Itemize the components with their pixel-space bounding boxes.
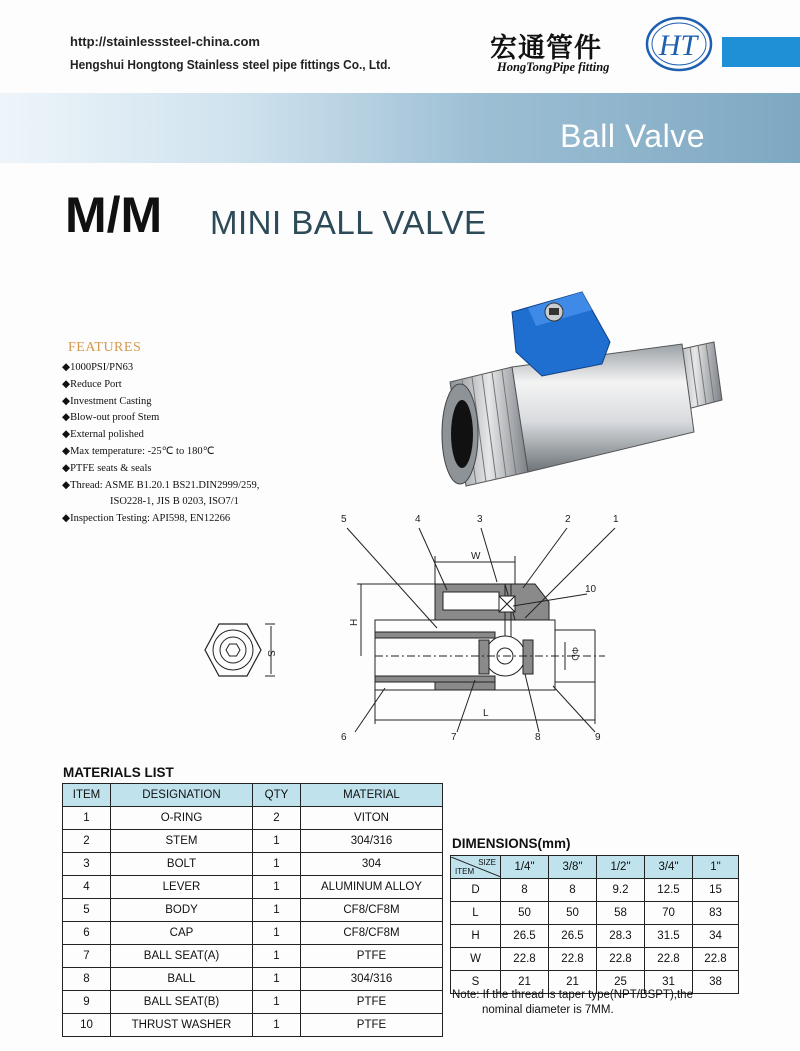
table-row: [63, 807, 443, 830]
materials-table: [62, 783, 443, 1037]
table-cell: 6: [63, 922, 111, 945]
table-cell: 38: [693, 971, 739, 994]
table-cell: 15: [693, 879, 739, 902]
table-row: [63, 830, 443, 853]
svg-text:3: 3: [477, 514, 483, 525]
table-cell: BALL: [111, 968, 253, 991]
svg-text:4: 4: [415, 514, 421, 525]
svg-text:5: 5: [341, 514, 347, 525]
feature-item: ◆Reduce Port: [62, 378, 122, 390]
svg-text:1: 1: [613, 514, 619, 525]
size-header: 1/2": [597, 856, 645, 879]
size-header: 3/4": [645, 856, 693, 879]
table-header-row: [451, 856, 739, 879]
table-cell: 3: [63, 853, 111, 876]
table-row: [63, 922, 443, 945]
dimensions-note: Note: If the thread is taper type(NPT/BSPT),the nominal diameter is 7MM.: [452, 989, 693, 1016]
table-cell: 12.5: [645, 879, 693, 902]
table-row: [451, 925, 739, 948]
table-cell: 304: [301, 853, 443, 876]
feature-item: ◆Blow-out proof Stem: [62, 412, 160, 424]
table-cell: BALL SEAT(B): [111, 991, 253, 1014]
table-row: [451, 902, 739, 925]
materials-list-title: MATERIALS LIST: [63, 765, 174, 780]
company-name: Hengshui Hongtong Stainless steel pipe fittings Co., Ltd.: [70, 58, 391, 72]
svg-text:H: H: [349, 618, 360, 626]
table-cell: 34: [693, 925, 739, 948]
table-cell: 8: [63, 968, 111, 991]
feature-item: ◆Thread: ASME B1.20.1 BS21.DIN2999/259,: [62, 479, 260, 491]
table-cell: STEM: [111, 830, 253, 853]
table-cell: 1: [253, 830, 301, 853]
svg-text:8: 8: [535, 732, 541, 743]
svg-text:S: S: [265, 650, 276, 657]
table-cell: 9.2: [597, 879, 645, 902]
table-row: [63, 1014, 443, 1037]
svg-text:6: 6: [341, 732, 347, 743]
feature-item-continued: ISO228-1, JIS B 0203, ISO7/1: [110, 496, 239, 508]
table-row: [63, 991, 443, 1014]
category-title: Ball Valve: [560, 118, 705, 154]
feature-item: ◆Inspection Testing: API598, EN12266: [62, 513, 231, 525]
table-cell: ALUMINUM ALLOY: [301, 876, 443, 899]
feature-item: ◆PTFE seats & seals: [62, 462, 152, 474]
table-cell: H: [451, 925, 501, 948]
table-cell: 10: [63, 1014, 111, 1037]
table-cell: CF8/CF8M: [301, 922, 443, 945]
table-cell: 1: [63, 807, 111, 830]
table-cell: PTFE: [301, 1014, 443, 1037]
size-header: 1": [693, 856, 739, 879]
table-cell: VITON: [301, 807, 443, 830]
table-cell: 1: [253, 968, 301, 991]
table-header-row: [63, 784, 443, 807]
table-cell: 50: [549, 902, 597, 925]
table-cell: 22.8: [597, 948, 645, 971]
table-cell: 2: [63, 830, 111, 853]
feature-item: ◆Investment Casting: [62, 395, 152, 407]
features-title: FEATURES: [68, 340, 142, 355]
table-row: [63, 945, 443, 968]
valve-photo: [432, 272, 732, 502]
table-cell: 83: [693, 902, 739, 925]
table-cell: BOLT: [111, 853, 253, 876]
table-cell: 28.3: [597, 925, 645, 948]
table-cell: 31: [645, 971, 693, 994]
table-cell: BALL SEAT(A): [111, 945, 253, 968]
table-cell: 22.8: [501, 948, 549, 971]
table-cell: PTFE: [301, 991, 443, 1014]
table-cell: 21: [501, 971, 549, 994]
table-cell: 1: [253, 991, 301, 1014]
corner-header: SIZE ITEM: [451, 856, 501, 879]
table-cell: D: [451, 879, 501, 902]
table-row: [63, 853, 443, 876]
table-cell: THRUST WASHER: [111, 1014, 253, 1037]
table-cell: S: [451, 971, 501, 994]
table-cell: 1: [253, 899, 301, 922]
svg-text:L: L: [483, 708, 489, 719]
svg-text:2: 2: [565, 514, 571, 525]
brand-chinese-name: 宏通管件: [490, 33, 602, 64]
website-url[interactable]: http://stainlesssteel-china.com: [70, 34, 260, 49]
svg-text:7: 7: [451, 732, 457, 743]
column-header: ITEM: [63, 784, 111, 807]
table-cell: 1: [253, 922, 301, 945]
svg-text:10: 10: [585, 584, 597, 595]
table-cell: 8: [549, 879, 597, 902]
features-list: [62, 360, 259, 528]
table-cell: 50: [501, 902, 549, 925]
product-name: MINI BALL VALVE: [210, 204, 487, 241]
technical-drawing: [175, 510, 655, 750]
header-accent-bar: [722, 37, 800, 67]
table-row: [451, 879, 739, 902]
table-cell: 26.5: [501, 925, 549, 948]
dimensions-table: [450, 855, 739, 994]
table-cell: BODY: [111, 899, 253, 922]
svg-text:W: W: [471, 551, 481, 562]
column-header: MATERIAL: [301, 784, 443, 807]
table-cell: 1: [253, 853, 301, 876]
table-cell: 304/316: [301, 968, 443, 991]
column-header: QTY: [253, 784, 301, 807]
column-header: DESIGNATION: [111, 784, 253, 807]
table-cell: 9: [63, 991, 111, 1014]
table-cell: LEVER: [111, 876, 253, 899]
table-cell: 58: [597, 902, 645, 925]
table-cell: 25: [597, 971, 645, 994]
table-cell: 70: [645, 902, 693, 925]
table-cell: 2: [253, 807, 301, 830]
size-header: 3/8": [549, 856, 597, 879]
table-cell: O-RING: [111, 807, 253, 830]
table-cell: 1: [253, 876, 301, 899]
product-model: M/M: [65, 187, 163, 243]
dimensions-title: DIMENSIONS(mm): [452, 836, 571, 851]
table-cell: CAP: [111, 922, 253, 945]
table-cell: 5: [63, 899, 111, 922]
table-cell: 22.8: [549, 948, 597, 971]
table-cell: 1: [253, 1014, 301, 1037]
table-cell: 304/316: [301, 830, 443, 853]
svg-text:HT: HT: [658, 29, 698, 62]
table-cell: W: [451, 948, 501, 971]
table-cell: PTFE: [301, 945, 443, 968]
table-cell: 26.5: [549, 925, 597, 948]
feature-item: ◆External polished: [62, 429, 144, 441]
table-cell: 21: [549, 971, 597, 994]
table-cell: 1: [253, 945, 301, 968]
feature-item: ◆1000PSI/PN63: [62, 362, 134, 373]
table-row: [63, 899, 443, 922]
table-cell: 7: [63, 945, 111, 968]
table-row: [451, 948, 739, 971]
feature-item: ◆Max temperature: -25℃ to 180℃: [62, 445, 215, 457]
size-header: 1/4": [501, 856, 549, 879]
table-cell: 31.5: [645, 925, 693, 948]
svg-text:ΦD: ΦD: [570, 647, 580, 661]
table-cell: 8: [501, 879, 549, 902]
table-cell: 4: [63, 876, 111, 899]
company-logo: [645, 16, 713, 72]
table-cell: L: [451, 902, 501, 925]
table-row: [63, 876, 443, 899]
table-cell: 22.8: [693, 948, 739, 971]
table-cell: 22.8: [645, 948, 693, 971]
table-row: [63, 968, 443, 991]
table-cell: CF8/CF8M: [301, 899, 443, 922]
brand-english-name: HongTongPipe fitting: [497, 60, 610, 74]
svg-text:9: 9: [595, 732, 601, 743]
